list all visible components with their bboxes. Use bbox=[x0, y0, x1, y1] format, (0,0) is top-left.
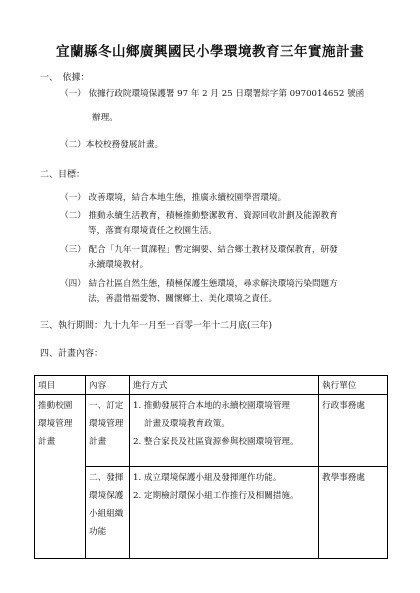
method-cell bbox=[130, 395, 319, 467]
content-line: 二、發揮 bbox=[89, 473, 124, 483]
project-line: 推動校園 bbox=[38, 401, 73, 411]
table-row bbox=[35, 467, 388, 559]
header-content: 內容 bbox=[86, 376, 130, 395]
content-line: 小組組織 bbox=[89, 509, 124, 519]
plan-table bbox=[34, 375, 388, 559]
unit-cell: 教學事務處 bbox=[319, 467, 388, 559]
table-header-row bbox=[35, 376, 388, 395]
section-basis-heading: 一、 依據： bbox=[40, 73, 90, 83]
project-line: 計畫 bbox=[38, 437, 56, 447]
method-line: 2. 整合家長及社區資源參與校園環境管理。 bbox=[133, 437, 299, 447]
content-line: 一、訂定 bbox=[89, 401, 124, 411]
basis-item-1-line-2: 辦理。 bbox=[92, 113, 118, 123]
content-line: 環境保護 bbox=[89, 491, 124, 501]
section-content-heading: 四、計畫內容： bbox=[40, 349, 104, 359]
method-cell bbox=[130, 467, 319, 559]
section-period: 三、執行期間：九十九年一月至一百零一年十二月底(三年) bbox=[40, 321, 273, 331]
header-unit: 執行單位 bbox=[319, 376, 388, 395]
project-line: 環境管理 bbox=[38, 419, 73, 429]
goal-item-2-line-1: （二） 推動永續生活教育，積極推動整潔教育、資源回收計劃及能源教育 bbox=[60, 211, 338, 221]
goal-item-1: （一） 改善環境，結合本地生態，推廣永續校園學習環境。 bbox=[60, 193, 287, 203]
section-goals-heading: 二、目標： bbox=[40, 170, 86, 180]
goal-item-3-line-2: 永續環境教材。 bbox=[88, 260, 149, 270]
goal-item-3-line-1: （三） 配合「九年一貫課程」暫定綱要、結合鄉土教材及環保教育，研發 bbox=[60, 245, 338, 255]
unit-cell: 行政事務處 bbox=[319, 395, 388, 467]
method-line: 2. 定期檢討環保小組工作推行及相關措施。 bbox=[133, 491, 299, 501]
content-cell bbox=[86, 467, 130, 559]
goal-item-4-line-1: （四） 結合社區自然生態，積極保護生態環境，尋求解決環境污染問題方 bbox=[60, 279, 338, 289]
content-line: 環境管理 bbox=[89, 419, 124, 429]
header-project: 項目 bbox=[35, 376, 86, 395]
content-line: 功能 bbox=[89, 527, 107, 537]
project-cell bbox=[35, 395, 86, 559]
method-line: 1. 成立環境保護小組及發揮運作功能。 bbox=[133, 473, 282, 483]
goal-item-2-line-2: 等，落實有環境責任之校園生活。 bbox=[88, 226, 217, 236]
document-title: 宜蘭縣冬山鄉廣興國民小學環境教育三年實施計畫 bbox=[56, 44, 364, 60]
content-cell bbox=[86, 395, 130, 467]
table-row bbox=[35, 395, 388, 467]
basis-item-2: （二）本校校務發展計畫。 bbox=[60, 140, 164, 150]
header-method: 進行方式 bbox=[130, 376, 319, 395]
basis-item-1-line-1: （一） 依據行政院環境保護署 97 年 2 月 25 日環署綜字第 0970014652 號函 bbox=[60, 89, 365, 99]
method-line: 1. 推動發展符合本地的永續校園環境管理 bbox=[133, 401, 291, 411]
goal-item-4-line-2: 法，善盡惜福愛物、關懷鄉土、美化環境之責任。 bbox=[88, 294, 278, 304]
content-line: 計畫 bbox=[89, 437, 107, 447]
method-line: 計畫及環境教育政策。 bbox=[144, 419, 230, 429]
